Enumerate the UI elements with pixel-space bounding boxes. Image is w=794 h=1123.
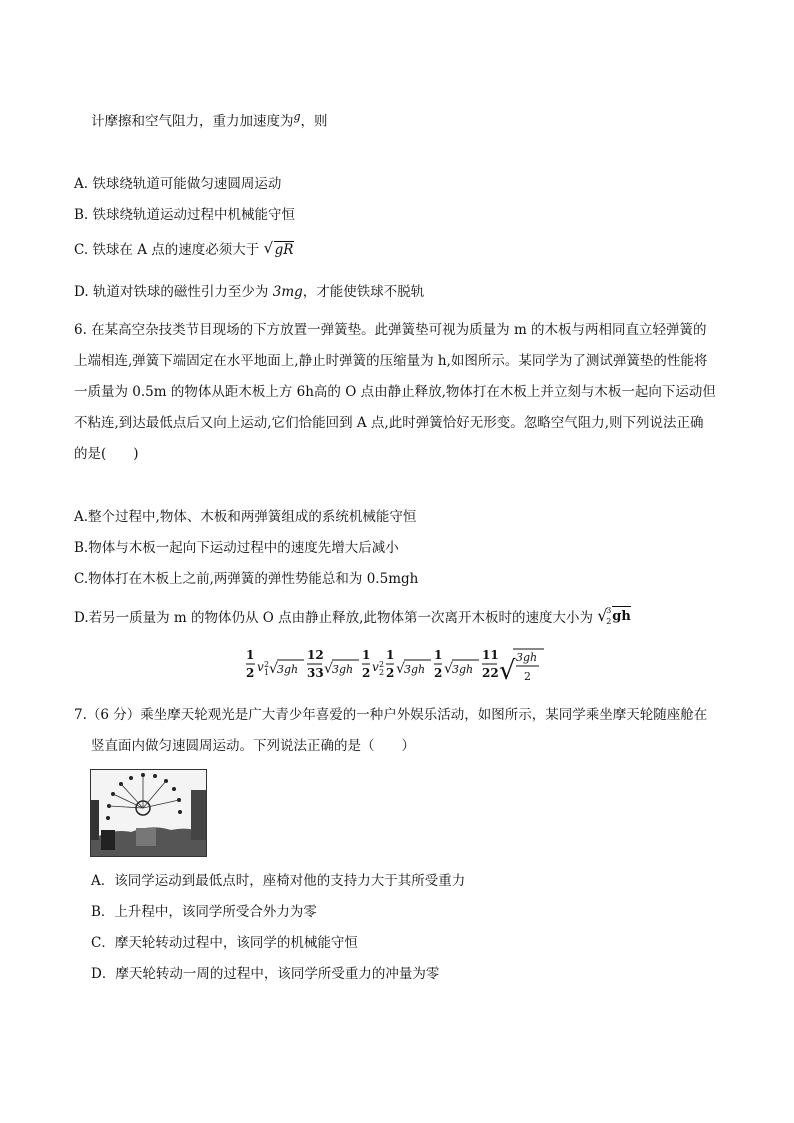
q7-option-d: D．摩天轮转动一周的过程中，该同学所受重力的冲量为零 [91,966,440,982]
option-label: A. [74,176,89,192]
svg-text:√: √ [499,656,516,686]
option-text-after: ，才能使铁球不脱轨 [302,284,425,300]
formula-garbled [246,645,546,689]
svg-text:2: 2 [379,668,385,677]
frac-num: 3 [606,606,612,615]
q7-option-a: A．该同学运动到最低点时，座椅对他的支持力大于其所受重力 [91,873,466,889]
svg-text:√: √ [444,661,453,677]
sqrt-radicand: gR [274,242,294,258]
option-label: D. [74,284,89,300]
svg-text:12: 12 [307,648,324,662]
q7-option-b: B．上升程中，该同学所受合外力为零 [91,904,317,920]
option-text: 铁球绕轨道运动过程中机械能守恒 [92,207,296,223]
q7-stem-line-1: 7.（6 分）乘坐摩天轮观光是广大青少年喜爱的一种户外娱乐活动，如图所示，某同学乘坐摩天轮随座舱在 [74,707,708,723]
svg-text:2: 2 [524,670,531,683]
svg-text:33: 33 [307,666,324,680]
option-label: B. [74,207,89,223]
q5-option-a [74,174,281,194]
svg-text:11: 11 [482,648,499,662]
q6-stem-line-2: 上端相连,弹簧下端固定在水平地面上,静止时弹簧的压缩量为 h,如图所示。某同学为了测试弹簧垫的性能将 [74,353,708,369]
q7-option-c: C．摩天轮转动过程中，该同学的机械能守恒 [91,935,358,951]
option-text: 铁球绕轨道可能做匀速圆周运动 [92,176,282,192]
ferris-wheel-image [90,769,207,857]
q7-stem-line-2: 竖直面内做匀速圆周运动。下列说法正确的是（ ） [91,738,415,754]
svg-text:3gh: 3gh [516,651,538,664]
q6-option-a: A.整个过程中,物体、木板和两弹簧组成的系统机械能守恒 [74,509,417,525]
svg-text:2: 2 [362,666,371,680]
sqrt-gR [264,240,295,260]
svg-text:√: √ [269,661,278,677]
option-label: C. [74,242,89,258]
svg-text:v: v [257,660,264,674]
q5-option-b [74,205,295,225]
svg-text:1: 1 [264,668,270,677]
q6-stem-line-3: 一质量为 0.5m 的物体从距木板上方 6h高的 O 点由静止释放,物体打在木板上并立刻与木板一起向下运动但 [74,384,716,400]
svg-text:√: √ [324,661,333,677]
svg-text:1: 1 [434,648,443,662]
q6-stem-line-5: 的是( ) [74,446,139,462]
q5-text: 计摩擦和空气阻力，重力加速度为 [91,113,294,130]
q6-stem-line-1: 6. 在某高空杂技类节目现场的下方放置一弹簧垫。此弹簧垫可视为质量为 m 的木板与两相同直立轻弹簧的 [74,322,707,338]
svg-text:22: 22 [482,666,499,680]
q5-text-after: ，则 [300,113,328,130]
ferris-wheel-drawing [91,770,206,856]
option-text: 轨道对铁球的磁性引力至少为 [92,284,269,300]
math-3mg: 3mg [272,284,303,300]
q5-option-d [74,282,424,302]
sqrt-tail: gh [612,606,631,627]
q6-stem-line-4: 不粘连,到达最低点后又向上运动,它们恰能回到 A 点,此时弹簧恰好无形变。忽略空气阻力,则下列说法正确 [74,415,704,431]
svg-text:2: 2 [434,666,443,680]
svg-text:3gh: 3gh [452,663,474,676]
svg-text:√: √ [396,661,405,677]
g-symbol: g [293,110,301,123]
option-text: D.若另一质量为 m 的物体仍从 O 点由静止释放,此物体第一次离开木板时的速度大小为 [74,610,593,626]
svg-text:2: 2 [246,666,255,680]
q5-option-c [74,240,294,260]
svg-text:1: 1 [386,648,395,662]
q6-option-d [74,604,633,630]
svg-text:v: v [372,660,379,674]
q6-option-c: C.物体打在木板上之前,两弹簧的弹性势能总和为 0.5mgh [74,571,419,587]
q5-continuation [91,107,328,132]
svg-text:2: 2 [264,660,270,669]
option-text: 铁球在 A 点的速度必须大于 [92,242,260,258]
svg-text:2: 2 [386,666,395,680]
svg-text:2: 2 [379,660,385,669]
q6-option-b: B.物体与木板一起向下运动过程中的速度先增大后减小 [74,540,399,556]
svg-text:3gh: 3gh [277,663,299,676]
svg-text:1: 1 [246,648,255,662]
svg-text:1: 1 [362,648,371,662]
frac-den: 2 [606,617,612,626]
sqrt-3-2-gh: √ 3 2 gh [597,604,633,630]
svg-text:3gh: 3gh [404,663,426,676]
svg-text:3gh: 3gh [332,663,354,676]
